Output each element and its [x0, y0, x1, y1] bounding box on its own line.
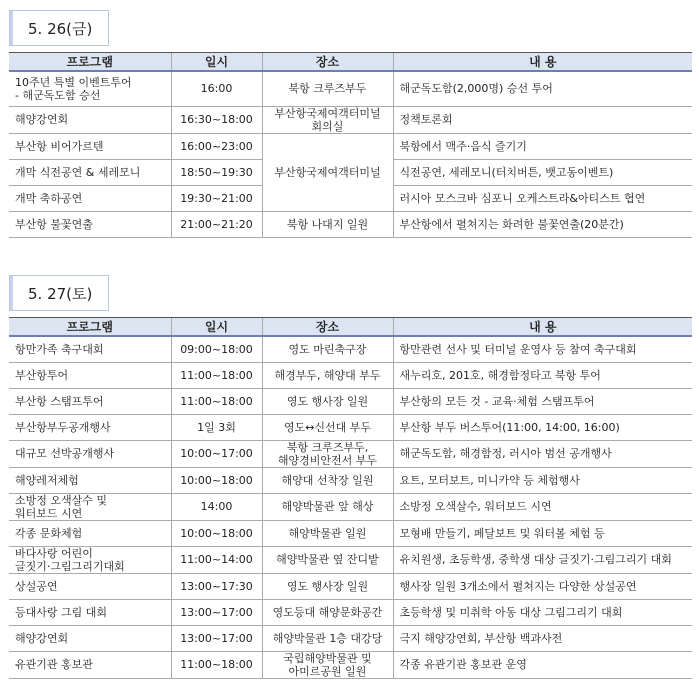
- date-box-2: [9, 275, 109, 311]
- program-cell: 등대사랑 그림 대회: [9, 599, 171, 625]
- time-cell: 11:00~18:00: [171, 651, 262, 678]
- table-row: [9, 546, 692, 573]
- content-cell: 항만관련 선사 및 터미널 운영사 등 참여 축구대회: [393, 336, 692, 362]
- table-row: [9, 467, 692, 493]
- content-cell: 식전공연, 세레모니(터치버튼, 뱃고동이벤트): [393, 159, 692, 185]
- time-cell: 13:00~17:30: [171, 573, 262, 599]
- place-cell: 영도등대 해양문화공간: [262, 599, 393, 625]
- time-cell: 16:00: [171, 71, 262, 106]
- place-cell: 해양박물관 옆 잔디밭: [262, 546, 393, 573]
- place-cell: 국립해양박물관 및 아미르공원 일원: [262, 651, 393, 678]
- content-cell: 새누리호, 201호, 해경함정타고 북항 투어: [393, 362, 692, 388]
- time-cell: 11:00~14:00: [171, 546, 262, 573]
- time-cell: 11:00~18:00: [171, 362, 262, 388]
- place-cell: 부산항국제여객터미널: [262, 133, 393, 211]
- program-cell: 유관기관 홍보관: [9, 651, 171, 678]
- header-time: 일시: [171, 318, 262, 337]
- program-cell: 해양레저체험: [9, 467, 171, 493]
- time-cell: 10:00~17:00: [171, 440, 262, 467]
- time-cell: 19:30~21:00: [171, 185, 262, 211]
- content-cell: 각종 유관기관 홍보관 운영: [393, 651, 692, 678]
- content-cell: 모형배 만들기, 페달보트 및 워터볼 체험 등: [393, 520, 692, 546]
- section2-date: 5. 27(토): [28, 285, 93, 303]
- content-cell: 행사장 일원 3개소에서 펼쳐지는 다양한 상설공연: [393, 573, 692, 599]
- place-cell: 해양박물관 앞 해상: [262, 493, 393, 520]
- table-row: [9, 599, 692, 625]
- place-cell: 해양박물관 일원: [262, 520, 393, 546]
- schedule-table-day2: [9, 317, 692, 679]
- place-cell: 영도 행사장 일원: [262, 388, 393, 414]
- table-row: [9, 520, 692, 546]
- program-cell: 소방정 오색살수 및 워터보드 시연: [9, 493, 171, 520]
- place-cell: 영도↔신선대 부두: [262, 414, 393, 440]
- place-cell: 해양대 선착장 일원: [262, 467, 393, 493]
- content-cell: 해군독도함, 해경함정, 러시아 범선 공개행사: [393, 440, 692, 467]
- header-program: 프로그램: [9, 318, 171, 337]
- program-cell: 대규모 선박공개행사: [9, 440, 171, 467]
- content-cell: 러시아 모스크바 심포니 오케스트라&아티스트 협연: [393, 185, 692, 211]
- content-cell: 유치원생, 초등학생, 중학생 대상 글짓기·그림그리기 대회: [393, 546, 692, 573]
- time-cell: 14:00: [171, 493, 262, 520]
- program-cell: 항만가족 축구대회: [9, 336, 171, 362]
- table-row: [9, 106, 692, 133]
- schedule-table-day1: [9, 52, 692, 238]
- content-cell: 극지 해양강연회, 부산항 백과사전: [393, 625, 692, 651]
- date-box-1: [9, 10, 109, 46]
- time-cell: 09:00~18:00: [171, 336, 262, 362]
- program-cell: 바다사랑 어린이 글짓기·그림그리기대회: [9, 546, 171, 573]
- time-cell: 10:00~18:00: [171, 467, 262, 493]
- place-cell: 영도 마린축구장: [262, 336, 393, 362]
- program-cell: 해양강연회: [9, 625, 171, 651]
- place-cell: 영도 행사장 일원: [262, 573, 393, 599]
- content-cell: 초등학생 및 미취학 아동 대상 그림그리기 대회: [393, 599, 692, 625]
- program-cell: 부산항투어: [9, 362, 171, 388]
- program-cell: 각종 문화체험: [9, 520, 171, 546]
- time-cell: 13:00~17:00: [171, 625, 262, 651]
- time-cell: 18:50~19:30: [171, 159, 262, 185]
- table-row: [9, 493, 692, 520]
- table-row: [9, 336, 692, 362]
- table-row: [9, 133, 692, 159]
- program-cell: 부산항부두공개행사: [9, 414, 171, 440]
- program-cell: 해양강연회: [9, 106, 171, 133]
- program-cell: 상설공연: [9, 573, 171, 599]
- table-row: [9, 211, 692, 237]
- header-content: 내 용: [393, 318, 692, 337]
- place-cell: 북항 크루즈부두, 해양경비안전서 부두: [262, 440, 393, 467]
- content-cell: 부산항에서 펼쳐지는 화려한 불꽃연출(20분간): [393, 211, 692, 237]
- header-time: 일시: [171, 53, 262, 72]
- place-cell: 부산항국제여객터미널 회의실: [262, 106, 393, 133]
- time-cell: 10:00~18:00: [171, 520, 262, 546]
- table-row: [9, 625, 692, 651]
- time-cell: 1일 3회: [171, 414, 262, 440]
- table-row: [9, 362, 692, 388]
- program-cell: 부산항 스탬프투어: [9, 388, 171, 414]
- content-cell: 부산항의 모든 것 - 교육·체험 스탬프투어: [393, 388, 692, 414]
- content-cell: 북항에서 맥주·음식 즐기기: [393, 133, 692, 159]
- program-cell: 부산항 불꽃연출: [9, 211, 171, 237]
- program-cell: 개막 식전공연 & 세레모니: [9, 159, 171, 185]
- table-row: [9, 573, 692, 599]
- place-cell: 해경부두, 해양대 부두: [262, 362, 393, 388]
- table-row: [9, 71, 692, 106]
- content-cell: 소방정 오색살수, 워터보드 시연: [393, 493, 692, 520]
- time-cell: 16:30~18:00: [171, 106, 262, 133]
- header-place: 장소: [262, 53, 393, 72]
- place-cell: 해양박물관 1층 대강당: [262, 625, 393, 651]
- content-cell: 정책토론회: [393, 106, 692, 133]
- place-cell: 북항 나대지 일원: [262, 211, 393, 237]
- content-cell: 요트, 모터보트, 미니카약 등 체험행사: [393, 467, 692, 493]
- content-cell: 해군독도함(2,000명) 승선 투어: [393, 71, 692, 106]
- table-row: [9, 440, 692, 467]
- content-cell: 부산항 부두 버스투어(11:00, 14:00, 16:00): [393, 414, 692, 440]
- table-row: [9, 651, 692, 678]
- section1-date: 5. 26(금): [28, 20, 93, 38]
- time-cell: 21:00~21:20: [171, 211, 262, 237]
- time-cell: 11:00~18:00: [171, 388, 262, 414]
- place-cell: 북항 크루즈부두: [262, 71, 393, 106]
- time-cell: 13:00~17:00: [171, 599, 262, 625]
- header-place: 장소: [262, 318, 393, 337]
- header-program: 프로그램: [9, 53, 171, 72]
- header-content: 내 용: [393, 53, 692, 72]
- table-row: [9, 414, 692, 440]
- table-row: [9, 388, 692, 414]
- program-cell: 10주년 특별 이벤트투어 - 해군독도함 승선: [9, 71, 171, 106]
- program-cell: 개막 축하공연: [9, 185, 171, 211]
- time-cell: 16:00~23:00: [171, 133, 262, 159]
- program-cell: 부산항 비어가르텐: [9, 133, 171, 159]
